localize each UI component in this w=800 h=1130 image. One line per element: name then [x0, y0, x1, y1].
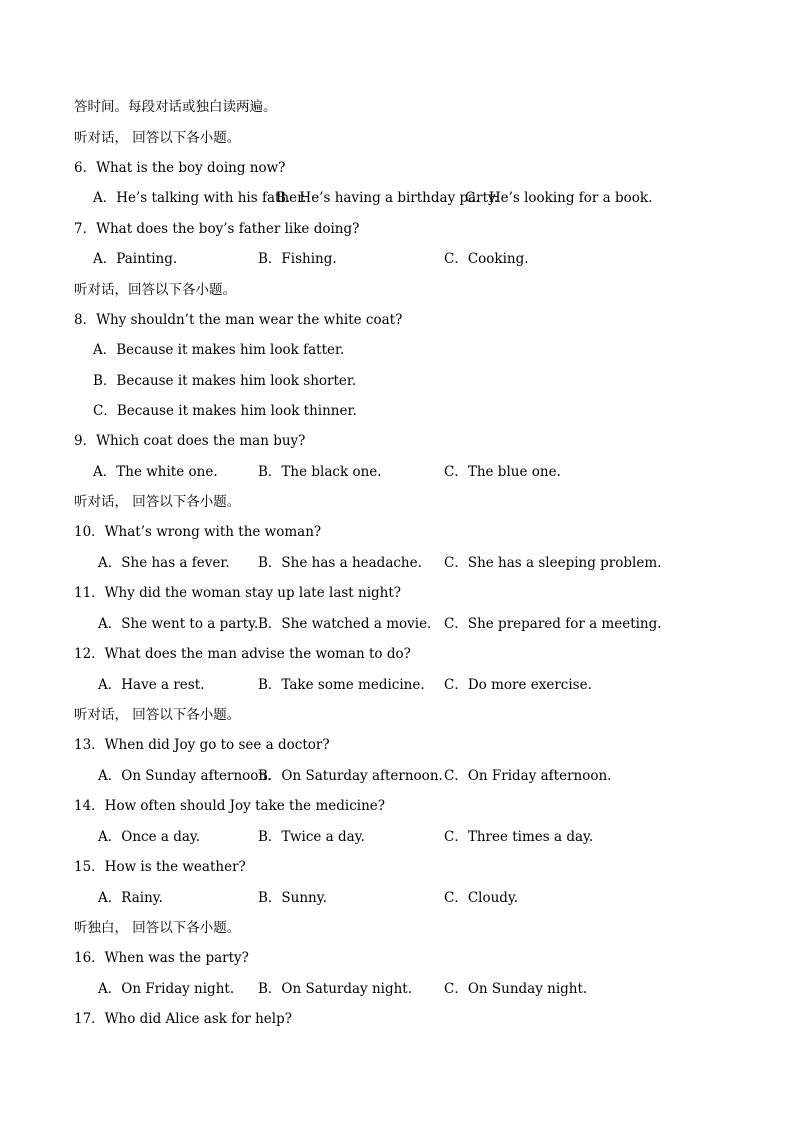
q8-option-a[interactable]: A．Because it makes him look fatter.: [93, 342, 345, 358]
question-9: 9．Which coat does the man buy?: [74, 433, 306, 449]
q15-option-c[interactable]: C．Cloudy.: [444, 890, 519, 906]
q7-option-a[interactable]: A．Painting.: [93, 251, 178, 267]
q6-option-a[interactable]: A．He’s talking with his father.: [93, 190, 307, 206]
q13-option-c[interactable]: C．On Friday afternoon.: [444, 768, 612, 784]
q11-option-c[interactable]: C．She prepared for a meeting.: [444, 616, 662, 632]
intro-line: 答时间。每段对话或独白读两遍。: [74, 99, 277, 115]
q15-option-b[interactable]: B．Sunny.: [258, 890, 327, 906]
question-11: 11．Why did the woman stay up late last night?: [74, 585, 402, 601]
q13-option-b[interactable]: B．On Saturday afternoon.: [258, 768, 443, 784]
q7-option-c[interactable]: C．Cooking.: [444, 251, 529, 267]
question-10: 10．What’s wrong with the woman?: [74, 524, 322, 540]
q9-option-b[interactable]: B．The black one.: [258, 464, 382, 480]
q11-option-a[interactable]: A．She went to a party.: [98, 616, 259, 632]
q7-option-b[interactable]: B．Fishing.: [258, 251, 337, 267]
section-heading: 听独白， 回答以下各小题。: [74, 920, 241, 936]
q14-option-b[interactable]: B．Twice a day.: [258, 829, 365, 845]
q14-option-c[interactable]: C．Three times a day.: [444, 829, 594, 845]
q9-option-c[interactable]: C．The blue one.: [444, 464, 561, 480]
q10-option-c[interactable]: C．She has a sleeping problem.: [444, 555, 662, 571]
question-17: 17．Who did Alice ask for help?: [74, 1011, 292, 1027]
question-13: 13．When did Joy go to see a doctor?: [74, 737, 330, 753]
question-16: 16．When was the party?: [74, 950, 249, 966]
q6-option-c[interactable]: C．He’s looking for a book.: [465, 190, 653, 206]
q8-option-b[interactable]: B．Because it makes him look shorter.: [93, 373, 357, 389]
q14-option-a[interactable]: A．Once a day.: [98, 829, 201, 845]
q16-option-c[interactable]: C．On Sunday night.: [444, 981, 588, 997]
section-heading: 听对话， 回答以下各小题。: [74, 130, 241, 146]
section-heading: 听对话， 回答以下各小题。: [74, 707, 241, 723]
q10-option-b[interactable]: B．She has a headache.: [258, 555, 422, 571]
question-12: 12．What does the man advise the woman to do?: [74, 646, 411, 662]
question-8: 8．Why shouldn’t the man wear the white coat?: [74, 312, 403, 328]
question-6: 6．What is the boy doing now?: [74, 160, 286, 176]
q12-option-b[interactable]: B．Take some medicine.: [258, 677, 425, 693]
question-7: 7．What does the boy’s father like doing?: [74, 221, 360, 237]
q12-option-c[interactable]: C．Do more exercise.: [444, 677, 592, 693]
q16-option-a[interactable]: A．On Friday night.: [98, 981, 235, 997]
q13-option-a[interactable]: A．On Sunday afternoon.: [98, 768, 272, 784]
question-15: 15．How is the weather?: [74, 859, 246, 875]
q15-option-a[interactable]: A．Rainy.: [98, 890, 163, 906]
question-14: 14．How often should Joy take the medicine?: [74, 798, 385, 814]
section-heading: 听对话，回答以下各小题。: [74, 282, 236, 298]
q8-option-c[interactable]: C．Because it makes him look thinner.: [93, 403, 357, 419]
section-heading: 听对话， 回答以下各小题。: [74, 494, 241, 510]
q12-option-a[interactable]: A．Have a rest.: [98, 677, 205, 693]
q10-option-a[interactable]: A．She has a fever.: [98, 555, 230, 571]
q9-option-a[interactable]: A．The white one.: [93, 464, 218, 480]
q6-option-b[interactable]: B．He’s having a birthday party.: [276, 190, 499, 206]
q16-option-b[interactable]: B．On Saturday night.: [258, 981, 413, 997]
q11-option-b[interactable]: B．She watched a movie.: [258, 616, 432, 632]
